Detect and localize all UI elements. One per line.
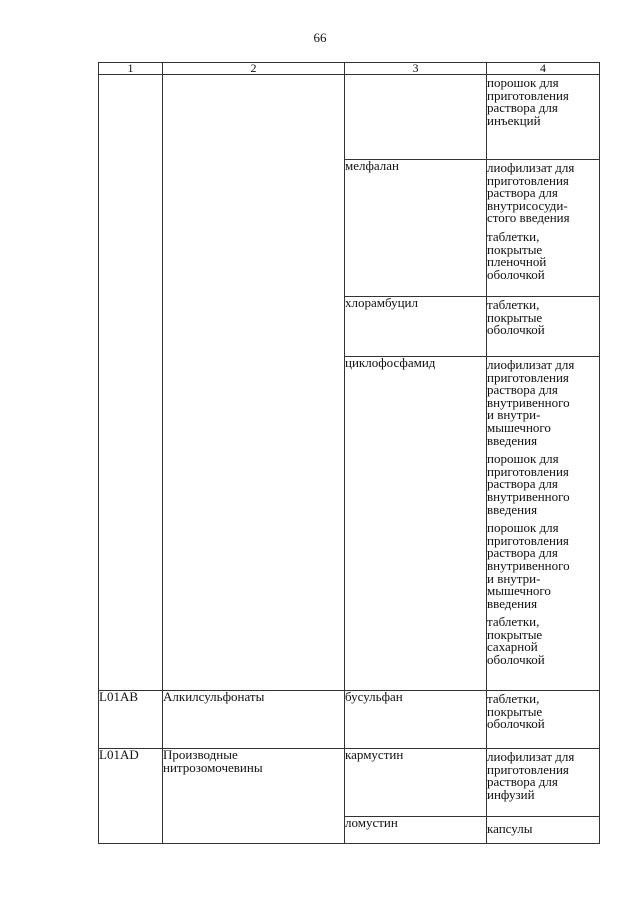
drug-name-cell: ломустин: [345, 817, 487, 844]
dosage-form-cell: [487, 75, 600, 160]
header-col-3: 3: [345, 63, 487, 75]
dosage-form: таблетки, покрытые оболочкой: [487, 691, 545, 732]
drug-name-cell: циклофосфамид: [345, 357, 487, 691]
dosage-form-cell: [487, 160, 600, 297]
dosage-form-cell: [487, 297, 600, 357]
table-row: [99, 749, 600, 817]
dosage-form: лиофилизат для приготовления раствора для инфузий: [487, 749, 575, 802]
drug-name-cell: мелфалан: [345, 160, 487, 297]
dosage-form: таблетки, покрытые оболочкой: [487, 297, 545, 338]
drug-name-cell: хлорамбуцил: [345, 297, 487, 357]
dosage-form-cell: [487, 817, 600, 844]
table-row: [99, 691, 600, 749]
group-cell: Алкилсульфонаты: [163, 691, 345, 749]
dosage-form: таблетки, покрытые пленочной оболочкой: [487, 228, 547, 282]
dosage-form-cell: [487, 749, 600, 817]
dosage-form: порошок для приготовления раствора для внутривенного введения: [487, 451, 570, 517]
drug-name-cell: кармустин: [345, 749, 487, 817]
page-number: 66: [313, 30, 327, 45]
dosage-form: лиофилизат для приготовления раствора для внутривенного и внутри- мышечного введения: [487, 357, 575, 448]
table-row: [99, 75, 600, 160]
atc-code-cell: [99, 75, 163, 691]
drug-name-cell: [345, 75, 487, 160]
dosage-form-cell: [487, 357, 600, 691]
atc-code-cell: L01AB: [99, 691, 163, 749]
group-cell: Производные нитрозомочевины: [163, 749, 345, 844]
dosage-form: таблетки, покрытые сахарной оболочкой: [487, 614, 545, 668]
table-header-row: [99, 63, 600, 75]
header-col-2: 2: [163, 63, 345, 75]
drug-table: [98, 62, 600, 844]
atc-code-cell: L01AD: [99, 749, 163, 844]
group-cell: [163, 75, 345, 691]
dosage-form: порошок для приготовления раствора для инъекций: [487, 75, 569, 128]
dosage-form-cell: [487, 691, 600, 749]
drug-name-cell: бусульфан: [345, 691, 487, 749]
header-col-4: 4: [487, 63, 600, 75]
dosage-form: лиофилизат для приготовления раствора для внутрисосуди- стого введения: [487, 160, 575, 226]
dosage-form: порошок для приготовления раствора для внутривенного и внутри- мышечного введения: [487, 520, 570, 611]
dosage-form: капсулы: [487, 821, 533, 836]
header-col-1: 1: [99, 63, 163, 75]
